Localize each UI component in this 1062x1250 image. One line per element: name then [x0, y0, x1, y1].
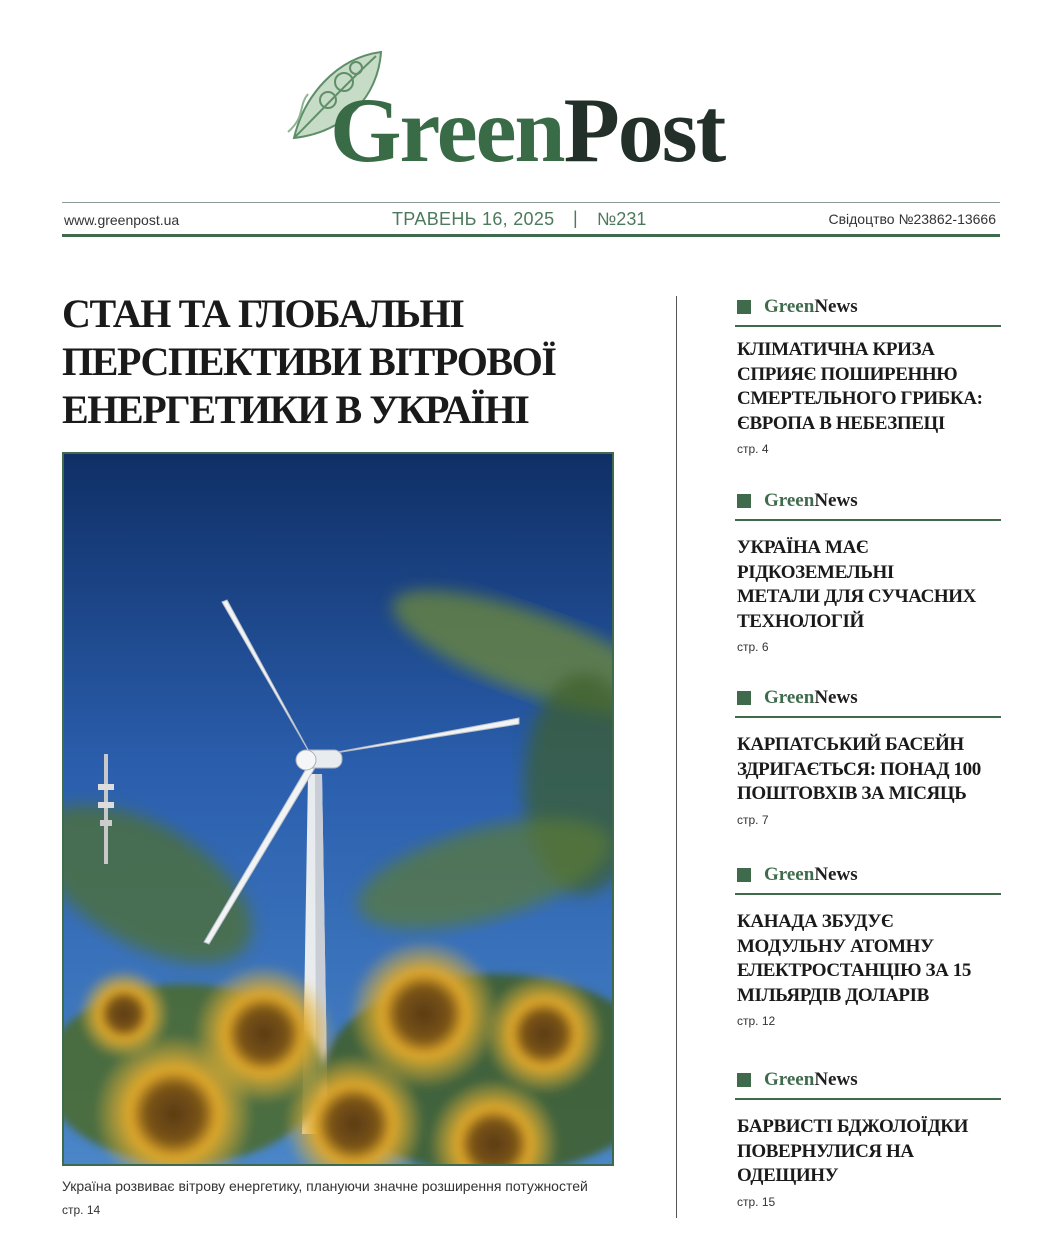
section-rule	[735, 325, 1001, 327]
news-header	[735, 687, 1001, 721]
logo-wordmark	[330, 79, 725, 181]
news-title[interactable]: КАНАДА ЗБУДУЄ МОДУЛЬНУ АТОМНУ ЕЛЕКТРОСТАНЦІЮ ЗА 15 МІЛЬЯРДІВ ДОЛАРІВ	[737, 911, 971, 1006]
section-label: GreenNews	[764, 864, 858, 885]
green-square-icon	[737, 1073, 751, 1087]
news-header	[735, 296, 1001, 330]
news-item[interactable]	[735, 296, 1001, 456]
issue-info-bar	[62, 200, 1000, 238]
news-item[interactable]	[735, 864, 1001, 1028]
issue-number: №231	[597, 209, 647, 229]
section-rule	[735, 893, 1001, 895]
date-issue-separator: |	[573, 208, 578, 228]
masthead	[0, 0, 1062, 200]
news-header	[735, 1069, 1001, 1103]
bottom-rule	[62, 234, 1000, 237]
news-page-ref: стр. 7	[737, 812, 769, 827]
website-link[interactable]: www.greenpost.ua	[64, 212, 180, 228]
main-headline[interactable]	[62, 290, 652, 434]
news-item[interactable]	[735, 490, 1001, 654]
news-item[interactable]	[735, 687, 1001, 827]
wind-turbine-photo[interactable]	[62, 452, 614, 1166]
issue-date: ТРАВЕНЬ 16, 2025	[392, 209, 555, 229]
column-divider	[676, 296, 677, 1218]
news-page-ref: стр. 12	[737, 1014, 776, 1028]
news-page-ref: стр. 4	[737, 442, 769, 456]
news-page-ref: стр. 6	[737, 640, 769, 654]
section-rule	[735, 716, 1001, 718]
news-item[interactable]	[735, 1069, 1001, 1209]
news-title[interactable]: КЛІМАТИЧНА КРИЗА СПРИЯЄ ПОШИРЕННЮ СМЕРТЕЛЬНОГО ГРИБКА: ЄВРОПА В НЕБЕЗПЕЦІ	[737, 339, 983, 434]
headline-line: СТАН ТА ГЛОБАЛЬНІ	[62, 291, 464, 336]
section-rule	[735, 519, 1001, 521]
news-title[interactable]: БАРВИСТІ БДЖОЛОЇДКИ ПОВЕРНУЛИСЯ НА ОДЕЩИНУ	[737, 1116, 969, 1186]
news-header	[735, 864, 1001, 898]
section-label: GreenNews	[764, 1069, 858, 1090]
news-title[interactable]: КАРПАТСЬКИЙ БАСЕЙН ЗДРИГАЄТЬСЯ: ПОНАД 100 ПОШТОВХІВ ЗА МІСЯЦЬ	[737, 734, 981, 804]
section-label: GreenNews	[764, 687, 858, 708]
news-title[interactable]: УКРАЇНА МАЄ РІДКОЗЕМЕЛЬНІ МЕТАЛИ ДЛЯ СУЧАСНИХ ТЕХНОЛОГІЙ	[737, 537, 976, 632]
top-rule	[62, 202, 1000, 203]
green-square-icon	[737, 868, 751, 882]
green-square-icon	[737, 494, 751, 508]
logo-post-word: Post	[563, 79, 725, 181]
certificate-number: Свідоцтво №23862-13666	[828, 211, 996, 227]
section-rule	[735, 1098, 1001, 1100]
news-header	[735, 490, 1001, 524]
section-label: GreenNews	[764, 296, 858, 317]
green-square-icon	[737, 300, 751, 314]
headline-line: ПЕРСПЕКТИВИ ВІТРОВОЇ	[62, 339, 556, 384]
photo-caption: Україна розвиває вітрову енергетику, плануючи значне розширення потужностей	[62, 1178, 588, 1194]
main-article-page[interactable]: стр. 14	[62, 1203, 101, 1217]
section-label: GreenNews	[764, 490, 858, 511]
wind-turbine-illustration	[64, 454, 612, 1164]
logo-green-word: Green	[330, 79, 564, 181]
green-square-icon	[737, 691, 751, 705]
news-page-ref: стр. 15	[737, 1194, 776, 1209]
headline-line: ЕНЕРГЕТИКИ В УКРАЇНІ	[62, 387, 529, 432]
